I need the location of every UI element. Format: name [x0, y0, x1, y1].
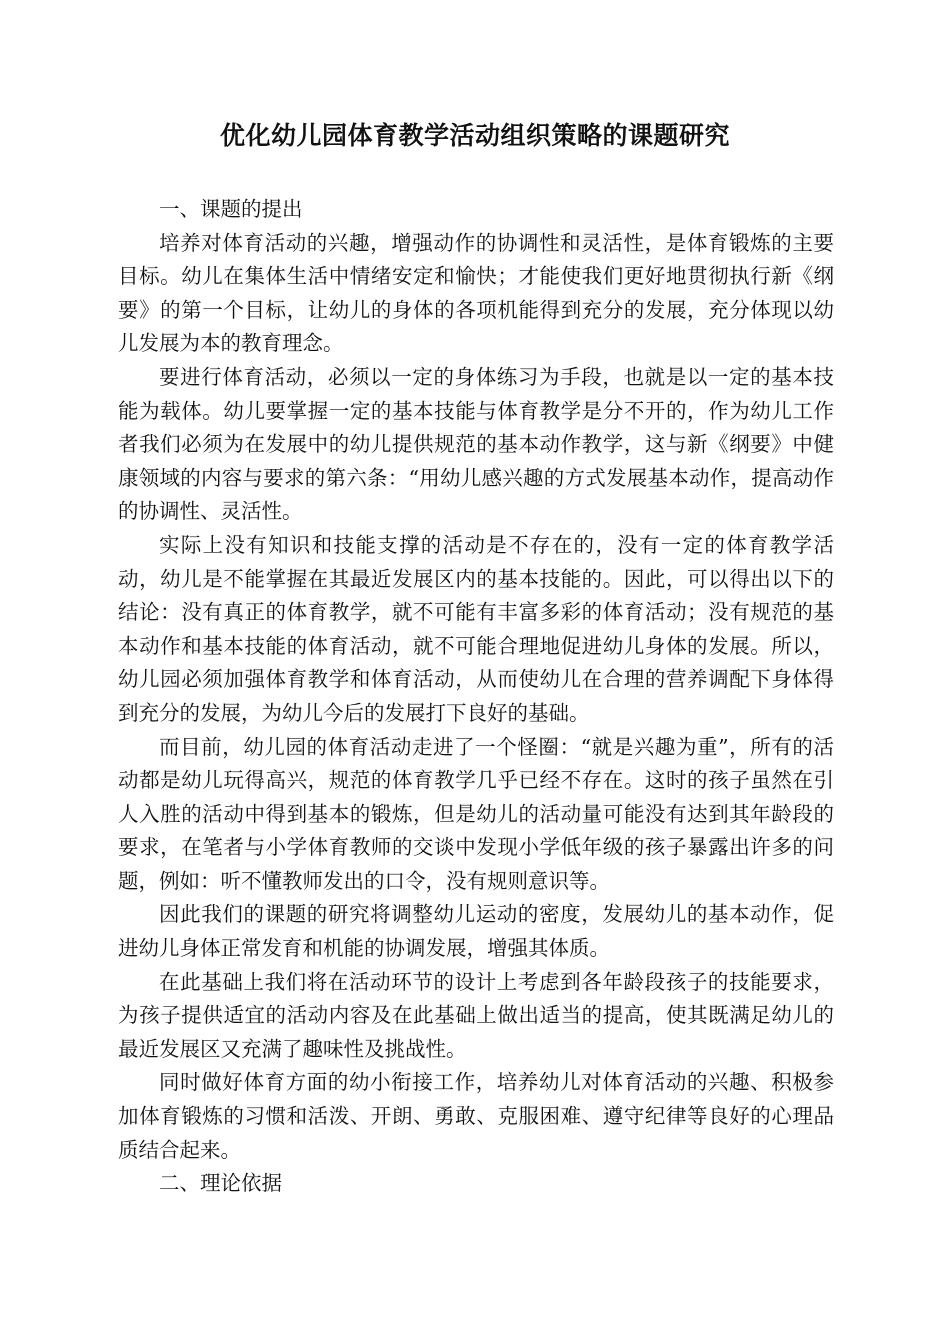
section-heading: 一、课题的提出 [159, 197, 303, 221]
document-title: 优化幼儿园体育教学活动组织策略的课题研究 [219, 121, 730, 150]
paragraph: 实际上没有知识和技能支撑的活动是不存在的，没有一定的体育教学活动，幼儿是不能掌握在其最近发展区内的基本技能的。因此，可以得出以下的结论：没有真正的体育教学，就不可能有丰富多彩的体育活动；没有规范的基本动作和基本技能的体育活动，就不可能合理地促进幼儿身体的发展。所以，幼儿园必须加强体育教学和体育活动，从而使幼儿在合理的营养调配下身体得到充分的发展，为幼儿今后的发展打下良好的基础。 [118, 532, 834, 725]
paragraph: 同时做好体育方面的幼小衔接工作，培养幼儿对体育活动的兴趣、积极参加体育锻炼的习惯和活泼、开朗、勇敢、克服困难、遵守纪律等良好的心理品质结合起来。 [118, 1070, 834, 1162]
document-body [118, 193, 834, 1201]
paragraph: 在此基础上我们将在活动环节的设计上考虑到各年龄段孩子的技能要求，为孩子提供适宜的活动内容及在此基础上做出适当的提高，使其既满足幼儿的最近发展区又充满了趣味性及挑战性。 [118, 969, 834, 1061]
paragraph: 要进行体育活动，必须以一定的身体练习为手段，也就是以一定的基本技能为载体。幼儿要掌握一定的基本技能与体育教学是分不开的，作为幼儿工作者我们必须为在发展中的幼儿提供规范的基本动作教学，这与新《纲要》中健康领域的内容与要求的第六条：“用幼儿感兴趣的方式发展基本动作，提高动作的协调性、灵活性。 [118, 364, 834, 524]
paragraph: 培养对体育活动的兴趣，增强动作的协调性和灵活性，是体育锻炼的主要目标。幼儿在集体生活中情绪安定和愉快；才能使我们更好地贯彻执行新《纲要》的第一个目标，让幼儿的身体的各项机能得到充分的发展，充分体现以幼儿发展为本的教育理念。 [118, 230, 834, 356]
paragraph: 因此我们的课题的研究将调整幼儿运动的密度，发展幼儿的基本动作，促进幼儿身体正常发育和机能的协调发展，增强其体质。 [118, 902, 834, 961]
section-heading: 二、理论依据 [159, 1171, 282, 1196]
paragraph: 而目前，幼儿园的体育活动走进了一个怪圈：“就是兴趣为重”，所有的活动都是幼儿玩得高兴，规范的体育教学几乎已经不存在。这时的孩子虽然在引人入胜的活动中得到基本的锻炼，但是幼儿的活动量可能没有达到其年龄段的要求，在笔者与小学体育教师的交谈中发现小学低年级的孩子暴露出许多的问题，例如：听不懂教师发出的口令，没有规则意识等。 [118, 734, 834, 893]
